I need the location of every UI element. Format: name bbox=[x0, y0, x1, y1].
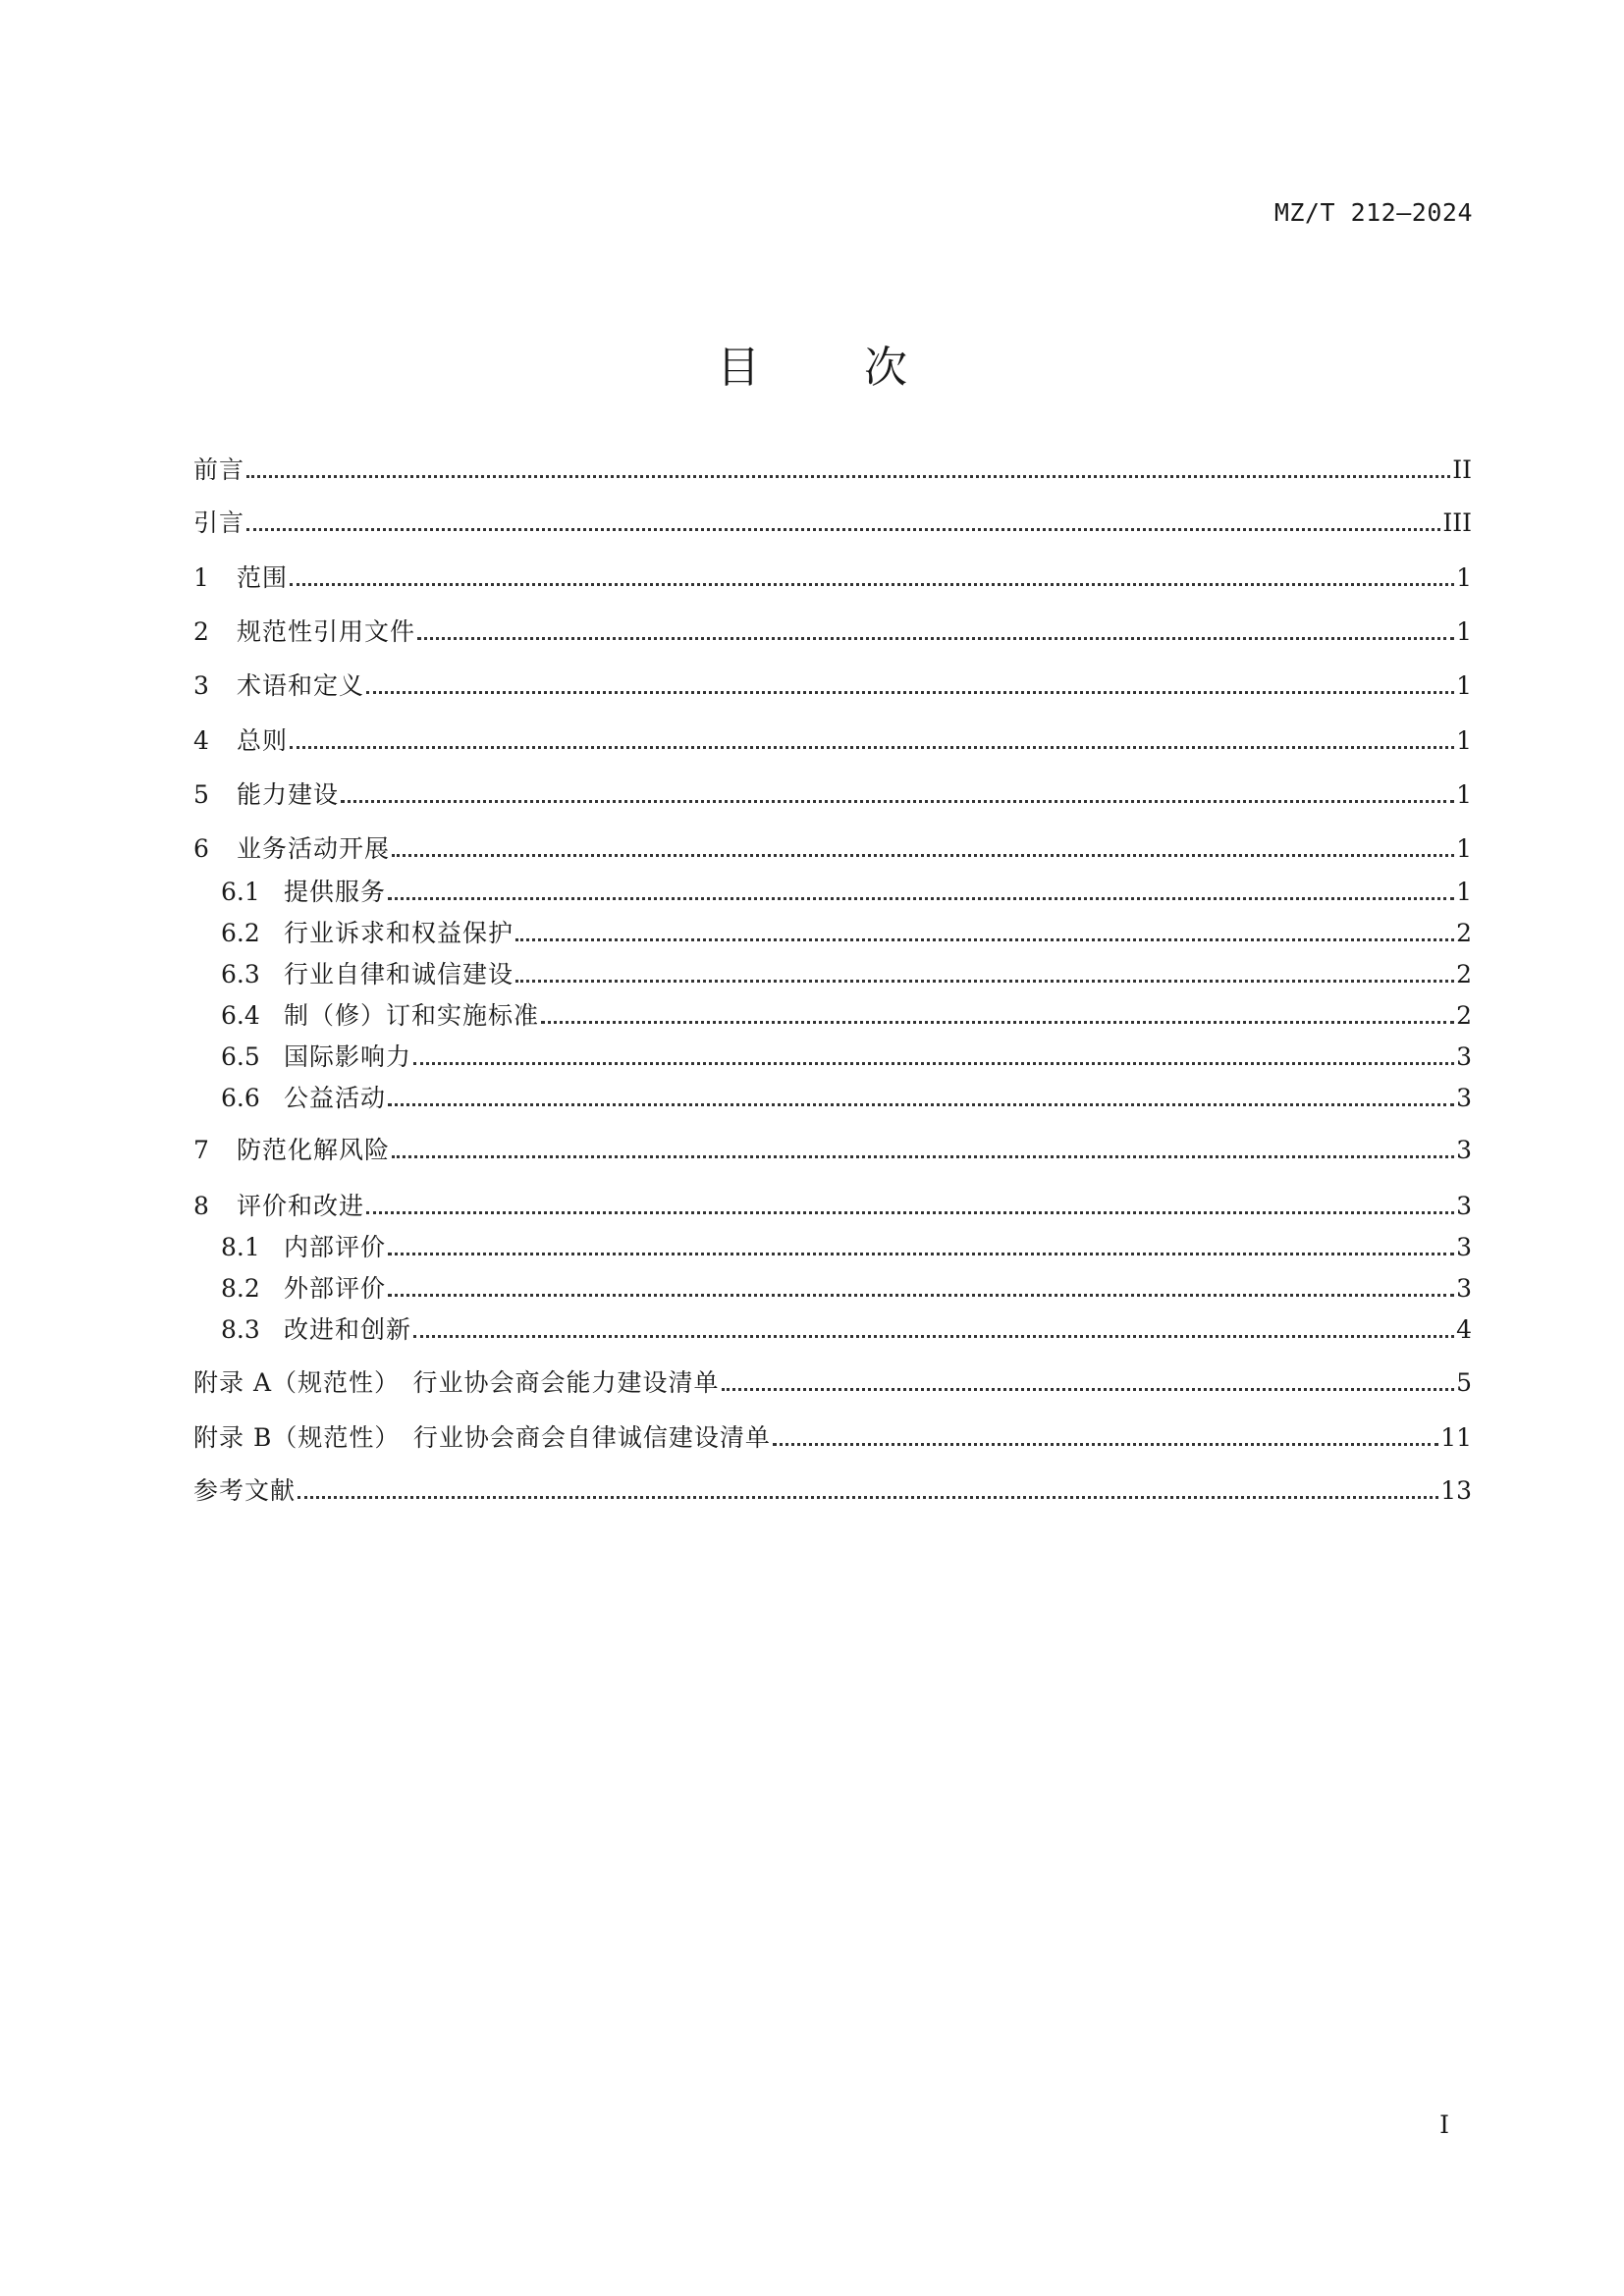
toc-leader-dots bbox=[773, 1443, 1438, 1446]
toc-entry-page: 2 bbox=[1456, 960, 1472, 988]
toc-entry-page: III bbox=[1442, 508, 1472, 537]
toc-leader-dots bbox=[413, 1062, 1454, 1065]
toc-entry-8-3[interactable] bbox=[221, 1313, 1472, 1347]
document-code: MZ/T 212—2024 bbox=[1273, 198, 1473, 227]
toc-entry-page: 3 bbox=[1456, 1136, 1472, 1164]
toc-entry-number: 3 bbox=[193, 671, 209, 700]
toc-entry-label: 能力建设 bbox=[237, 780, 340, 809]
toc-entry-number: 7 bbox=[193, 1136, 209, 1164]
toc-entry-number: 8.2 bbox=[221, 1274, 260, 1303]
toc-entry-page: 1 bbox=[1456, 878, 1472, 906]
toc-entry-label: 改进和创新 bbox=[284, 1315, 412, 1344]
toc-entry-label: 行业自律和诚信建设 bbox=[284, 960, 514, 988]
toc-entry-page: 3 bbox=[1456, 1192, 1472, 1220]
toc-entry-label: 术语和定义 bbox=[237, 671, 365, 700]
toc-entry-label: 评价和改进 bbox=[237, 1192, 365, 1220]
toc-entry-number: 6.2 bbox=[221, 919, 260, 947]
toc-leader-dots bbox=[388, 1294, 1454, 1297]
toc-leader-dots bbox=[541, 1021, 1454, 1024]
toc-entry-page: 11 bbox=[1440, 1423, 1472, 1452]
toc-entry-label: 前言 bbox=[193, 455, 245, 484]
toc-entry-number: 6.5 bbox=[221, 1042, 260, 1071]
toc-leader-dots bbox=[417, 637, 1454, 640]
toc-entry-page: II bbox=[1452, 455, 1472, 484]
toc-entry-page: 2 bbox=[1456, 1001, 1472, 1030]
toc-entry-label: 防范化解风险 bbox=[237, 1136, 391, 1164]
toc-entry-number: 6.4 bbox=[221, 1001, 260, 1030]
toc-entry-6-1[interactable] bbox=[221, 876, 1472, 909]
toc-leader-dots bbox=[392, 854, 1454, 857]
toc-entry-label: 制（修）订和实施标准 bbox=[284, 1001, 540, 1030]
toc-leader-dots bbox=[413, 1335, 1454, 1338]
toc-entry-number: 6.1 bbox=[221, 878, 260, 906]
toc-entry-6-2[interactable] bbox=[221, 917, 1472, 950]
toc-entry-6-6[interactable] bbox=[221, 1082, 1472, 1115]
toc-entry-number: 2 bbox=[193, 617, 209, 646]
toc-entry-6-4[interactable] bbox=[221, 999, 1472, 1033]
toc-entry-number: 8 bbox=[193, 1192, 209, 1220]
toc-entry-label: 规范性引用文件 bbox=[237, 617, 416, 646]
toc-entry-label: 提供服务 bbox=[284, 878, 387, 906]
toc-leader-dots bbox=[246, 528, 1440, 531]
toc-entry-7[interactable] bbox=[193, 1134, 1472, 1167]
toc-leader-dots bbox=[388, 1103, 1454, 1106]
toc-entry-page: 1 bbox=[1456, 780, 1472, 809]
toc-leader-dots bbox=[515, 980, 1454, 983]
toc-entry-page: 1 bbox=[1456, 834, 1472, 863]
toc-entry-label: 国际影响力 bbox=[284, 1042, 412, 1071]
toc-entry-6[interactable] bbox=[193, 832, 1472, 866]
toc-entry-label: 行业诉求和权益保护 bbox=[284, 919, 514, 947]
toc-leader-dots bbox=[290, 746, 1454, 749]
toc-entry-appendix-b[interactable] bbox=[193, 1421, 1472, 1455]
toc-entry-page: 1 bbox=[1456, 563, 1472, 592]
toc-entry-page: 1 bbox=[1456, 617, 1472, 646]
toc-entry-appendix-a[interactable] bbox=[193, 1366, 1472, 1400]
toc-leader-dots bbox=[392, 1155, 1454, 1158]
toc-leader-dots bbox=[366, 691, 1454, 694]
page-number: I bbox=[1439, 2110, 1449, 2139]
toc-entry-8-2[interactable] bbox=[221, 1272, 1472, 1306]
toc-entry-page: 3 bbox=[1456, 1042, 1472, 1071]
toc-entry-page: 5 bbox=[1456, 1368, 1472, 1397]
toc-entry-label: 范围 bbox=[237, 563, 289, 592]
toc-entry-4[interactable] bbox=[193, 724, 1472, 758]
toc-entry-label: 外部评价 bbox=[284, 1274, 387, 1303]
toc-entry-label: 业务活动开展 bbox=[237, 834, 391, 863]
toc-leader-dots bbox=[246, 475, 1450, 478]
toc-entry-page: 4 bbox=[1456, 1315, 1472, 1344]
toc-entry-number: 8.3 bbox=[221, 1315, 260, 1344]
toc-entry-label: 附录 B（规范性） 行业协会商会自律诚信建设清单 bbox=[193, 1423, 771, 1452]
toc-entry-8-1[interactable] bbox=[221, 1231, 1472, 1264]
toc-entry-2[interactable] bbox=[193, 615, 1472, 649]
toc-entry-label: 公益活动 bbox=[284, 1084, 387, 1112]
toc-entry-page: 3 bbox=[1456, 1084, 1472, 1112]
toc-entry-3[interactable] bbox=[193, 669, 1472, 703]
toc-leader-dots bbox=[515, 938, 1454, 941]
toc-leader-dots bbox=[298, 1496, 1438, 1499]
toc-entry-1[interactable] bbox=[193, 561, 1472, 595]
toc-entry-label: 内部评价 bbox=[284, 1233, 387, 1261]
toc-entry-foreword[interactable] bbox=[193, 454, 1472, 487]
toc-entry-6-3[interactable] bbox=[221, 958, 1472, 991]
toc-entry-label: 附录 A（规范性） 行业协会商会能力建设清单 bbox=[193, 1368, 720, 1397]
toc-leader-dots bbox=[388, 897, 1454, 900]
toc-leader-dots bbox=[722, 1388, 1455, 1391]
toc-leader-dots bbox=[366, 1211, 1454, 1214]
toc-entry-number: 6.3 bbox=[221, 960, 260, 988]
toc-entry-number: 6.6 bbox=[221, 1084, 260, 1112]
toc-entry-number: 5 bbox=[193, 780, 209, 809]
toc-entry-label: 总则 bbox=[237, 726, 289, 755]
toc-leader-dots bbox=[290, 583, 1454, 586]
toc-entry-number: 4 bbox=[193, 726, 209, 755]
toc-entry-number: 6 bbox=[193, 834, 209, 863]
toc-entry-label: 参考文献 bbox=[193, 1476, 297, 1505]
toc-entry-label: 引言 bbox=[193, 508, 245, 537]
toc-entry-page: 13 bbox=[1440, 1476, 1472, 1505]
toc-leader-dots bbox=[388, 1253, 1454, 1255]
toc-entry-references[interactable] bbox=[193, 1474, 1472, 1508]
page-title: 目次 bbox=[717, 343, 1011, 393]
toc-entry-page: 3 bbox=[1456, 1274, 1472, 1303]
toc-entry-page: 2 bbox=[1456, 919, 1472, 947]
toc-entry-introduction[interactable] bbox=[193, 507, 1472, 540]
toc-entry-6-5[interactable] bbox=[221, 1041, 1472, 1074]
toc-entry-page: 1 bbox=[1456, 726, 1472, 755]
toc-entry-page: 1 bbox=[1456, 671, 1472, 700]
toc-entry-5[interactable] bbox=[193, 778, 1472, 812]
toc-entry-number: 8.1 bbox=[221, 1233, 260, 1261]
toc-entry-number: 1 bbox=[193, 563, 209, 592]
toc-entry-page: 3 bbox=[1456, 1233, 1472, 1261]
toc-entry-8[interactable] bbox=[193, 1190, 1472, 1223]
toc-leader-dots bbox=[341, 800, 1454, 803]
